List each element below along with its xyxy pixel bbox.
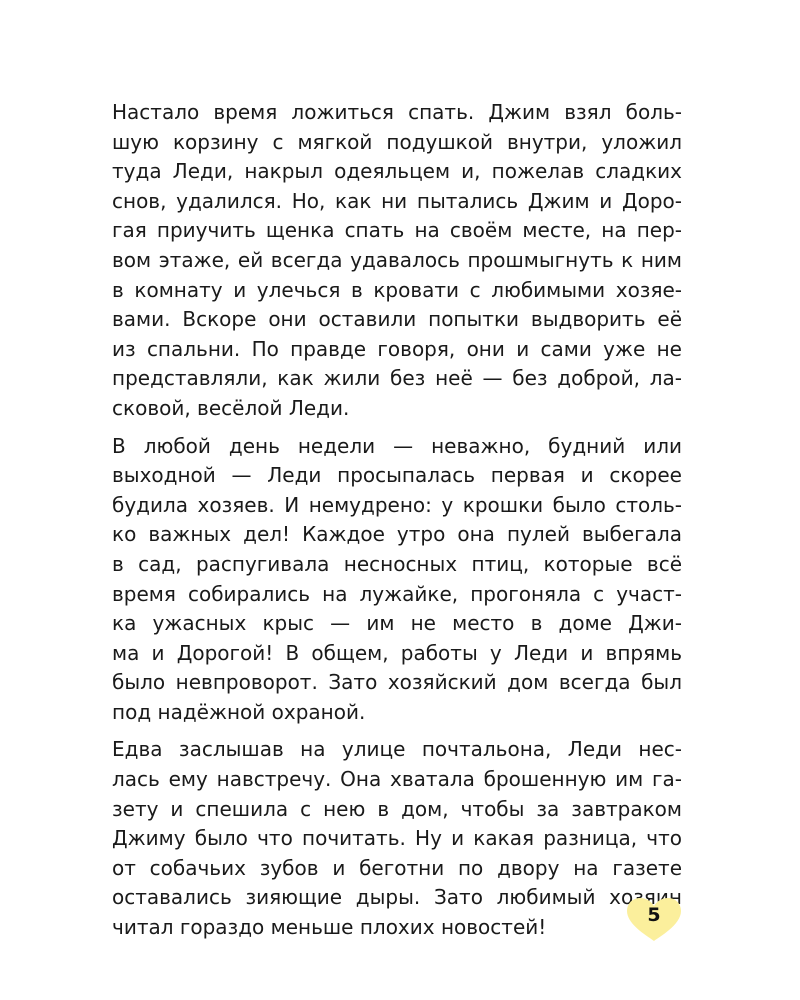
text-line: Джиму было что почитать. Ну и какая разница, что xyxy=(112,826,682,851)
text-line: гая приучить щенка спать на своём месте, на пер- xyxy=(112,218,682,243)
text-line: читал гораздо меньше плохих новостей! xyxy=(112,915,547,940)
story-text xyxy=(112,98,682,951)
text-line: выходной — Леди просыпалась первая и скорее xyxy=(112,463,682,488)
text-line: время собирались на лужайке, прогоняла с участ- xyxy=(112,581,682,606)
paragraph xyxy=(112,432,682,728)
text-line: лась ему навстречу. Она хватала брошенную им га- xyxy=(112,767,682,792)
page-number: 5 xyxy=(647,904,661,926)
text-line: в сад, распугивала несносных птиц, которые всё xyxy=(112,551,682,576)
text-line: ко важных дел! Каждое утро она пулей выбегала xyxy=(112,522,682,547)
text-line: оставались зияющие дыры. Зато любимый хозяин xyxy=(112,885,682,910)
paragraph xyxy=(112,735,682,942)
text-line: из спальни. По правде говоря, они и сами уже не xyxy=(112,336,682,361)
text-line: снов, удалился. Но, как ни пытались Джим и Доро- xyxy=(112,188,682,213)
text-line: вом этаже, ей всегда удавалось прошмыгнуть к ним xyxy=(112,247,682,272)
text-line: зету и спешила с нею в дом, чтобы за завтраком xyxy=(112,796,682,821)
paragraph xyxy=(112,98,682,424)
text-line: в комнату и улечься в кровати с любимыми хозяе- xyxy=(112,277,682,302)
text-line: шую корзину с мягкой подушкой внутри, уложил xyxy=(112,129,682,154)
text-line: Настало время ложиться спать. Джим взял боль- xyxy=(112,100,682,124)
text-line: от собачьих зубов и беготни по двору на газете xyxy=(112,855,682,880)
text-line: под надёжной охраной. xyxy=(112,699,366,724)
text-line: было невпроворот. Зато хозяйский дом всегда был xyxy=(112,670,682,695)
text-line: ма и Дорогой! В общем, работы у Леди и впрямь xyxy=(112,640,682,665)
text-line: Едва заслышав на улице почтальона, Леди нес- xyxy=(112,737,682,762)
text-line: ка ужасных крыс — им не место в доме Джи- xyxy=(112,611,682,636)
text-line: вами. Вскоре они оставили попытки выдворить её xyxy=(112,307,682,332)
text-line: В любой день недели — неважно, будний или xyxy=(112,433,682,458)
text-line: туда Леди, накрыл одеяльцем и, пожелав сладких xyxy=(112,159,682,184)
text-line: представляли, как жили без неё — без доброй, ла- xyxy=(112,366,682,391)
text-line: будила хозяев. И немудрено: у крошки было столь- xyxy=(112,492,682,517)
text-line: сковой, весёлой Леди. xyxy=(112,395,350,420)
